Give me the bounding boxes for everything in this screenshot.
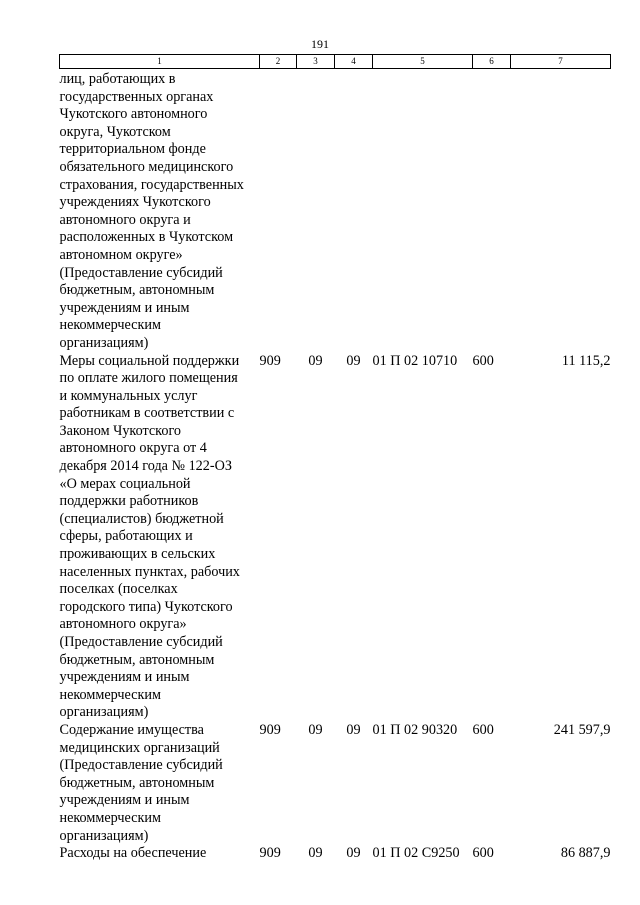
row-name-line: расположенных в Чукотском: [59, 229, 234, 246]
column-header-3: 3: [297, 55, 335, 69]
row-name-line: «О мерах социальной: [59, 475, 191, 492]
row-name-line: поддержки работников: [59, 493, 199, 510]
budget-table: [59, 54, 611, 863]
row-subsection-code: 09: [346, 721, 361, 738]
row-ministry-code: [260, 69, 297, 353]
column-header-7: 7: [511, 55, 611, 69]
row-name-line: работникам в соответствии с: [59, 405, 235, 422]
row-target-code: 01 П 02 10710: [372, 352, 458, 369]
row-subsection-code: 09: [346, 845, 361, 862]
row-name-line: учреждениям и иным: [59, 792, 190, 809]
row-name-line: учреждениях Чукотского: [59, 194, 211, 211]
row-name-line: (Предоставление субсидий: [59, 264, 223, 281]
row-name-line: автономного округа от 4: [59, 440, 207, 457]
row-name-line: организациям): [59, 827, 149, 844]
row-name-line: округа, Чукотском: [59, 123, 171, 140]
row-name-line: по оплате жилого помещения: [59, 370, 238, 387]
row-name: [60, 69, 260, 353]
row-name-line: лиц, работающих в: [59, 71, 176, 87]
row-section-code: 09: [308, 352, 323, 369]
row-expense-type-code: 600: [472, 721, 494, 738]
row-section-code: 09: [308, 721, 323, 738]
row-name-line: страхования, государственных: [59, 176, 244, 193]
row-name-line: некоммерческим: [59, 317, 161, 334]
row-expense-type-code: [473, 69, 511, 353]
table-row: [60, 845, 611, 863]
row-amount: 241 597,9: [553, 721, 611, 738]
row-ministry-code: 909: [259, 352, 281, 369]
row-section-code: [297, 69, 335, 353]
row-expense-type-code: 600: [472, 352, 494, 369]
column-header-6: 6: [473, 55, 511, 69]
row-name-line: обязательного медицинского: [59, 158, 234, 175]
page-number: 191: [311, 37, 329, 51]
row-name: [60, 353, 260, 722]
row-name-line: декабря 2014 года № 122-ОЗ: [59, 458, 232, 475]
column-header-1: 1: [60, 55, 260, 69]
row-target-code: 01 П 02 90320: [372, 721, 458, 738]
column-header-4: 4: [335, 55, 373, 69]
row-amount: 86 887,9: [560, 845, 611, 862]
row-name-line: Законом Чукотского: [59, 422, 181, 439]
row-target-code: 01 П 02 С9250: [372, 845, 460, 862]
row-name-line: учреждениям и иным: [59, 299, 190, 316]
table-row: [60, 722, 611, 845]
row-ministry-code: 909: [259, 845, 281, 862]
row-target-code: [373, 69, 473, 353]
row-name-line: бюджетным, автономным: [59, 282, 215, 299]
row-ministry-code: 909: [259, 721, 281, 738]
row-name-line: автономном округе»: [59, 246, 183, 263]
row-name-line: бюджетным, автономным: [59, 651, 215, 668]
row-name-line: автономного округа и: [59, 211, 191, 228]
row-name-line: организациям): [59, 334, 149, 351]
row-amount: [511, 69, 611, 353]
row-name-line: организациям): [59, 704, 149, 721]
header-row: [60, 55, 611, 69]
row-name-line: государственных органах: [59, 88, 214, 105]
row-name: [60, 722, 260, 845]
row-name-line: (Предоставление субсидий: [59, 757, 223, 774]
table-body: [60, 69, 611, 863]
row-name-line: Расходы на обеспечение: [59, 845, 207, 862]
row-name-line: населенных пунктах, рабочих: [59, 563, 240, 580]
row-name-line: Чукотского автономного: [59, 106, 208, 123]
row-name-line: медицинских организаций: [59, 739, 220, 756]
row-name-line: поселках (поселках: [59, 581, 178, 598]
row-subsection-code: 09: [346, 352, 361, 369]
row-name-line: территориальном фонде: [59, 141, 206, 158]
column-header-5: 5: [373, 55, 473, 69]
row-expense-type-code: 600: [472, 845, 494, 862]
row-name-line: некоммерческим: [59, 686, 161, 703]
row-name-line: некоммерческим: [59, 809, 161, 826]
row-name: [60, 845, 260, 863]
row-name-line: учреждениям и иным: [59, 669, 190, 686]
table-row: [60, 69, 611, 353]
column-header-2: 2: [260, 55, 297, 69]
row-subsection-code: [335, 69, 373, 353]
row-name-line: сферы, работающих и: [59, 528, 193, 545]
row-name-line: Содержание имущества: [59, 721, 204, 738]
row-name-line: автономного округа»: [59, 616, 187, 633]
row-name-line: городского типа) Чукотского: [59, 598, 233, 615]
row-name-line: (Предоставление субсидий: [59, 634, 223, 650]
table-row: [60, 353, 611, 722]
row-name-line: проживающих в сельских: [59, 546, 216, 563]
row-amount: 11 115,2: [561, 352, 611, 369]
row-name-line: (специалистов) бюджетной: [59, 510, 224, 527]
row-name-line: и коммунальных услуг: [59, 387, 198, 404]
row-name-line: бюджетным, автономным: [59, 774, 215, 791]
row-name-line: Меры социальной поддержки: [59, 352, 240, 369]
row-section-code: 09: [308, 845, 323, 862]
